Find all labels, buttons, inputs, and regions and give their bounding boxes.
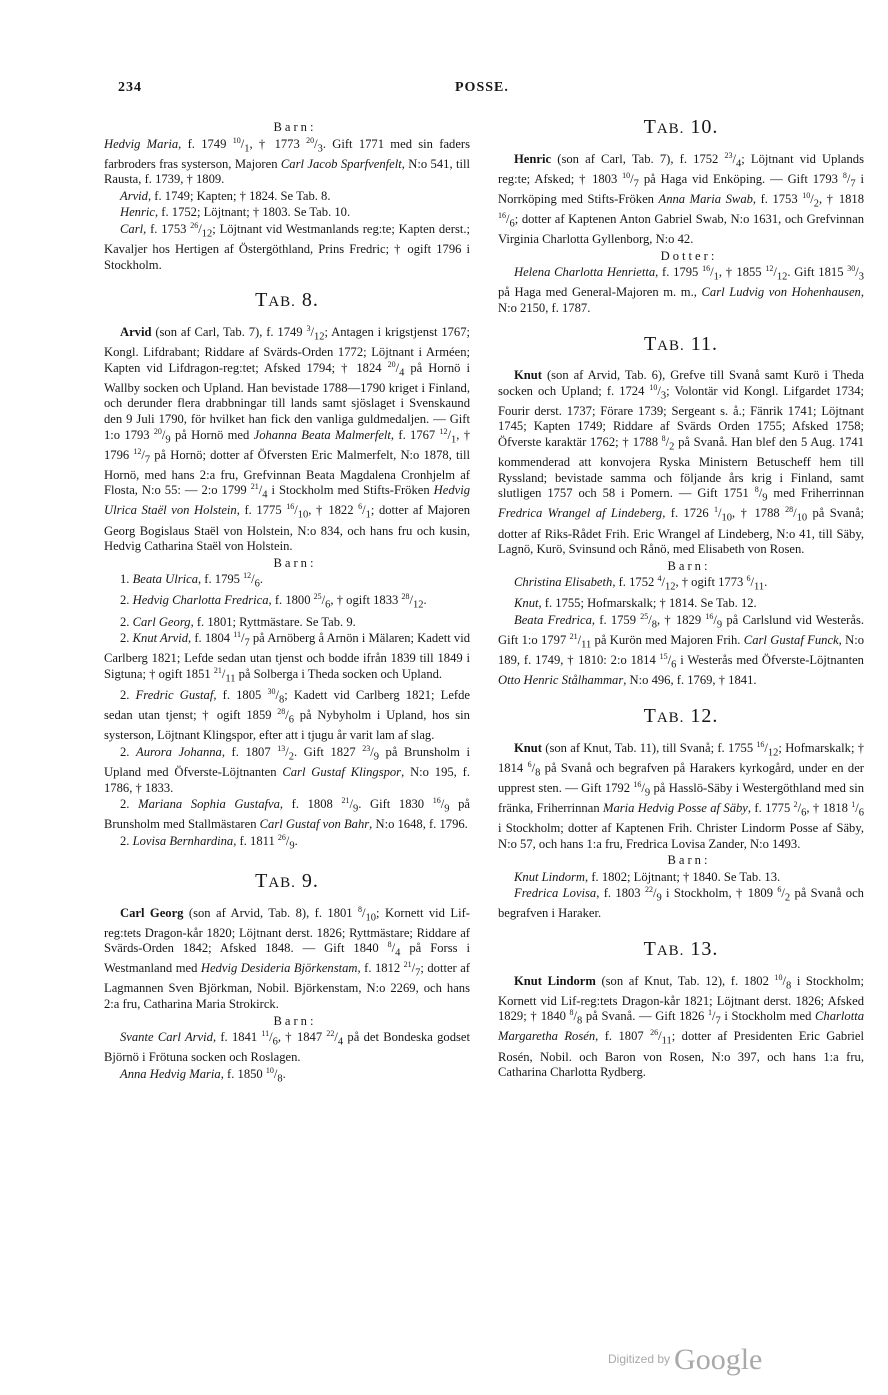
google-logo: Google xyxy=(674,1343,763,1376)
genealogy-entry: Henric, f. 1752; Löjtnant; † 1803. Se Tab. 10. xyxy=(120,205,351,220)
digitized-by-google-watermark xyxy=(608,1343,788,1379)
genealogy-entry: Knut Lindorm (son af Knut, Tab. 12), f. 1802 $^{10}/_8$ i Stockholm; Kornett vid Lif-reg:tets Dragon-kår 1821; Löjtnant derst. 1826; Afsked 1829; † 1840 $^8/_8$ på Svanå. — Gift 1826 $^1/_7$ i Stockholm med Charlotta Margaretha Rosén, f. 1807 $^{26}/_{11}$; dotter af Presidenten Eric Gabriel Rosén, Nobil. och Baron von Rosen, N:o 397, och hans 1:a fru, Catharina Charlotta Rydberg. xyxy=(498,972,864,1080)
table-heading: TAB. 11. xyxy=(643,332,719,355)
genealogy-entry: Knut (son af Arvid, Tab. 6), Grefve till Svanå samt Kurö i Theda socken och Upland; f. 1724 $^{10}/_3$; Volontär vid Kongl. Lifgardet 1734; Fourir derst. 1737; Förare 1739; Sergeant s. å.; Fänrik 1741; Löjtnant 1745; Kapten 1749; Riddare af Svärds Orden 1755; Afsked 1758; Öfverste karaktär 1762; † 1788 $^8/_2$ på Svanå. Han blef den 5 Aug. 1741 kommenderad att konvojera Ryska Ministern Betuscheff hem till Ryssland; bevistade samma och följande års krig i Finland, samt slutligen 1757 och 58 i Pomern. — Gift 1751 $^8/_9$ med Friherrinnan Fredrica Wrangel af Lindeberg, f. 1726 $^1/_{10}$, † 1788 $^{28}/_{10}$ på Svanå; dotter af Riks-Rådet Frih. Eric Wrangel af Lindeberg, N:o 41, till Säby, Lagnö, Kurö, Svinsund och Rånö, med Elisabeth von Rosen. xyxy=(498,368,865,557)
genealogy-entry: Knut Lindorm, f. 1802; Löjtnant; † 1840. Se Tab. 13. xyxy=(514,869,781,884)
genealogy-entry: 2. Lovisa Bernhardina, f. 1811 $^{26}/_9$. xyxy=(120,832,298,852)
genealogy-entry: Arvid (son af Carl, Tab. 7), f. 1749 $^3/_{12}$; Antagen i krigstjenst 1767; Kongl. Lifdrabant; Riddare af Svärds-Orden 1772; Löjtnant i Arméen; Kapten vid Lifdragon-reg:tet; Afsked 1794; † 1824 $^{20}/_4$ på Hornö i Wallby socken och Upland. Han bevistade 1788—1790 kriget i Finland, och derunder flera drabbningar till lands samt sjöslaget i Svenskaund den 9 Juli 1790, för hvilket han fick den vanliga guldmedaljen. — Gift 1:o 1793 $^{20}/_9$ på Hornö med Johanna Beata Malmerfelt, f. 1767 $^{12}/_1$, † 1796 $^{12}/_7$ på Hornö; dotter af Öfversten Eric Malmerfelt, N:o 1878, till Hornö, med hans 2:a fru, Grefvinnan Beata Magdalena Cronhjelm af Flosta, N:o 55: — 2:o 1799 $^{21}/_4$ i Stockholm med Stifts-Fröken Hedvig Ulrica Staël von Holstein, f. 1775 $^{16}/_{10}$, † 1822 $^6/_1$; dotter af Majoren Georg Bogislaus Staël von Holstein, N:o 834, och hans fru och kusin, Hedvig Catharina Staël von Holstein. xyxy=(104,323,471,554)
table-heading: TAB. 12. xyxy=(643,704,719,727)
genealogy-entry: Knut, f. 1755; Hofmarskalk; † 1814. Se Tab. 12. xyxy=(514,596,757,611)
genealogy-entry: Anna Hedvig Maria, f. 1850 $^{10}/_8$. xyxy=(120,1065,286,1085)
genealogy-entry: 2. Aurora Johanna, f. 1807 $^{13}/_2$. Gift 1827 $^{23}/_9$ på Brunsholm i Upland med Öfverste-Löjtnanten Carl Gustaf Klingspor, N:o 195, f. 1786, † 1833. xyxy=(104,743,471,795)
table-heading: TAB. 8. xyxy=(255,289,319,312)
genealogy-entry: Knut (son af Knut, Tab. 11), till Svanå; f. 1755 $^{16}/_{12}$; Hofmarskalk; † 1814 $^6/_8$ på Svanå och begrafven på Harakers kyrkogård, under en der upprest sten. — Gift 1792 $^{16}/_9$ på Hasslö-Säby i Westergöthland med sin fränka, Friherrinnan Maria Hedvig Posse af Säby, f. 1775 $^2/_6$, † 1818 $^1/_6$ i Stockholm; dotter af Kaptenen Frih. Christer Lindorm Posse af Säby, N:o 57, och hans 1:a fru, Fredrica Lovisa Zander, N:o 1493. xyxy=(498,739,865,851)
genealogy-entry: Christina Elisabeth, f. 1752 $^4/_{12}$, † ogift 1773 $^6/_{11}$. xyxy=(514,574,768,593)
genealogy-entry: Svante Carl Arvid, f. 1841 $^{11}/_6$, † 1847 $^{22}/_4$ på det Bondeska godset Björnö i Frötuna socken och Roslagen. xyxy=(104,1029,471,1065)
section-label: Barn: xyxy=(273,120,317,134)
genealogy-entry: 2. Knut Arvid, f. 1804 $^{11}/_7$ på Arnöberg å Arnön i Mälaren; Kadett vid Carlberg 1821; Lefde sedan utan tjenst och bodde ifrån 1839 till 1849 i Sigtuna; † ogift 1851 $^{21}/_{11}$ på Solberga i Theda socken och Upland. xyxy=(104,630,470,685)
genealogy-entry: 2. Fredric Gustaf, f. 1805 $^{30}/_8$; Kadett vid Carlberg 1821; Lefde sedan utan tjenst; † ogift 1859 $^{28}/_6$ på Nybyholm i Upland, hos sin systerson, Löjtnant Klingspor, efter att i tjugu år varit lam af slag. xyxy=(104,686,470,743)
right-column xyxy=(498,116,865,1082)
left-column xyxy=(104,120,470,1088)
genealogy-entry: Beata Fredrica, f. 1759 $^{25}/_8$, † 1829 $^{16}/_9$ på Carlslund vid Westerås. Gift 1:o 1797 $^{21}/_{11}$ på Kurön med Majoren Frih. Carl Gustaf Funck, N:o 189, f. 1749, † 1810: 2:o 1814 $^{15}/_6$ i Westerås med Öfverste-Löjtnanten Otto Henric Stålhammar, N:o 496, f. 1769, † 1841. xyxy=(498,611,865,688)
genealogy-entry: Hedvig Maria, f. 1749 $^{10}/_1$, † 1773 $^{20}/_3$. Gift 1771 med sin faders farbroders fras systerson, Majoren Carl Jacob Sparfvenfelt, N:o 541, till Rausta, f. 1739, † 1809. xyxy=(104,135,471,187)
genealogy-entry: Fredrica Lovisa, f. 1803 $^{22}/_9$ i Stockholm, † 1809 $^6/_2$ på Svanå och begrafven i Haraker. xyxy=(498,885,864,921)
genealogy-entry: Henric (son af Carl, Tab. 7), f. 1752 $^{23}/_4$; Löjtnant vid Uplands reg:te; Afsked; † 1803 $^{10}/_7$ på Haga vid Enköping. — Gift 1793 $^8/_7$ i Norrköping med Stifts-Fröken Anna Maria Swab, f. 1753 $^{10}/_2$, † 1818 $^{16}/_6$; dotter af Kaptenen Anton Gabriel Swab, N:o 1631, och Grefvinnan Virginia Charlotta Gyllenborg, N:o 42. xyxy=(498,150,865,247)
genealogy-entry: Carl, f. 1753 $^{26}/_{12}$; Löjtnant vid Westmanlands reg:te; Kapten derst.; Kavaljer hos Hertigen af Östergöthland, Prins Fredric; † ogift 1796 i Stockholm. xyxy=(104,220,470,272)
genealogy-entry: Carl Georg (son af Arvid, Tab. 8), f. 1801 $^8/_{10}$; Kornett vid Lif-reg:tets Dragon-kår 1820; Löjtnant derst. 1826; Ryttmästare; Riddare af Svärds-Orden 1842; Afsked 1848. — Gift 1840 $^8/_4$ på Forss i Westmanland med Hedvig Desideria Björkenstam, f. 1812 $^{21}/_7$; dotter af Lagmannen Sven Björkman, Nobil. Björkenstam, N:o 2269, och hans 2:a fru, Catharina Maria Strokirck. xyxy=(104,904,470,1012)
page-number: 234 xyxy=(118,80,142,95)
table-heading: TAB. 13. xyxy=(643,938,719,961)
running-title: POSSE. xyxy=(455,80,509,95)
section-label: Barn: xyxy=(667,853,711,868)
genealogy-entry: 2. Carl Georg, f. 1801; Ryttmästare. Se Tab. 9. xyxy=(120,614,356,629)
section-label: Dotter: xyxy=(660,248,718,263)
genealogy-entry: 2. Mariana Sophia Gustafva, f. 1808 $^{21}/_9$. Gift 1830 $^{16}/_9$ på Brunsholm med Stallmästaren Carl Gustaf von Bahr, N:o 1648, f. 1796. xyxy=(104,795,470,832)
section-label: Barn: xyxy=(273,1013,317,1028)
table-heading: TAB. 10. xyxy=(643,116,719,138)
section-label: Barn: xyxy=(273,555,317,570)
genealogy-entry: Helena Charlotta Henrietta, f. 1795 $^{16}/_1$, † 1855 $^{12}/_{12}$. Gift 1815 $^{30}/_3$ på Haga med General-Majoren m. m., Carl Ludvig von Hohenhausen, N:o 2150, f. 1787. xyxy=(498,264,865,315)
section-label: Barn: xyxy=(667,558,711,573)
genealogy-entry: 1. Beata Ulrica, f. 1795 $^{12}/_6$. xyxy=(120,571,264,590)
genealogy-entry: Arvid, f. 1749; Kapten; † 1824. Se Tab. 8. xyxy=(120,188,331,203)
table-heading: TAB. 9. xyxy=(255,869,319,892)
genealogy-entry: 2. Hedvig Charlotta Fredrica, f. 1800 $^{25}/_6$, † ogift 1833 $^{28}/_{12}$. xyxy=(120,592,427,611)
watermark-prefix: Digitized by xyxy=(608,1352,671,1366)
